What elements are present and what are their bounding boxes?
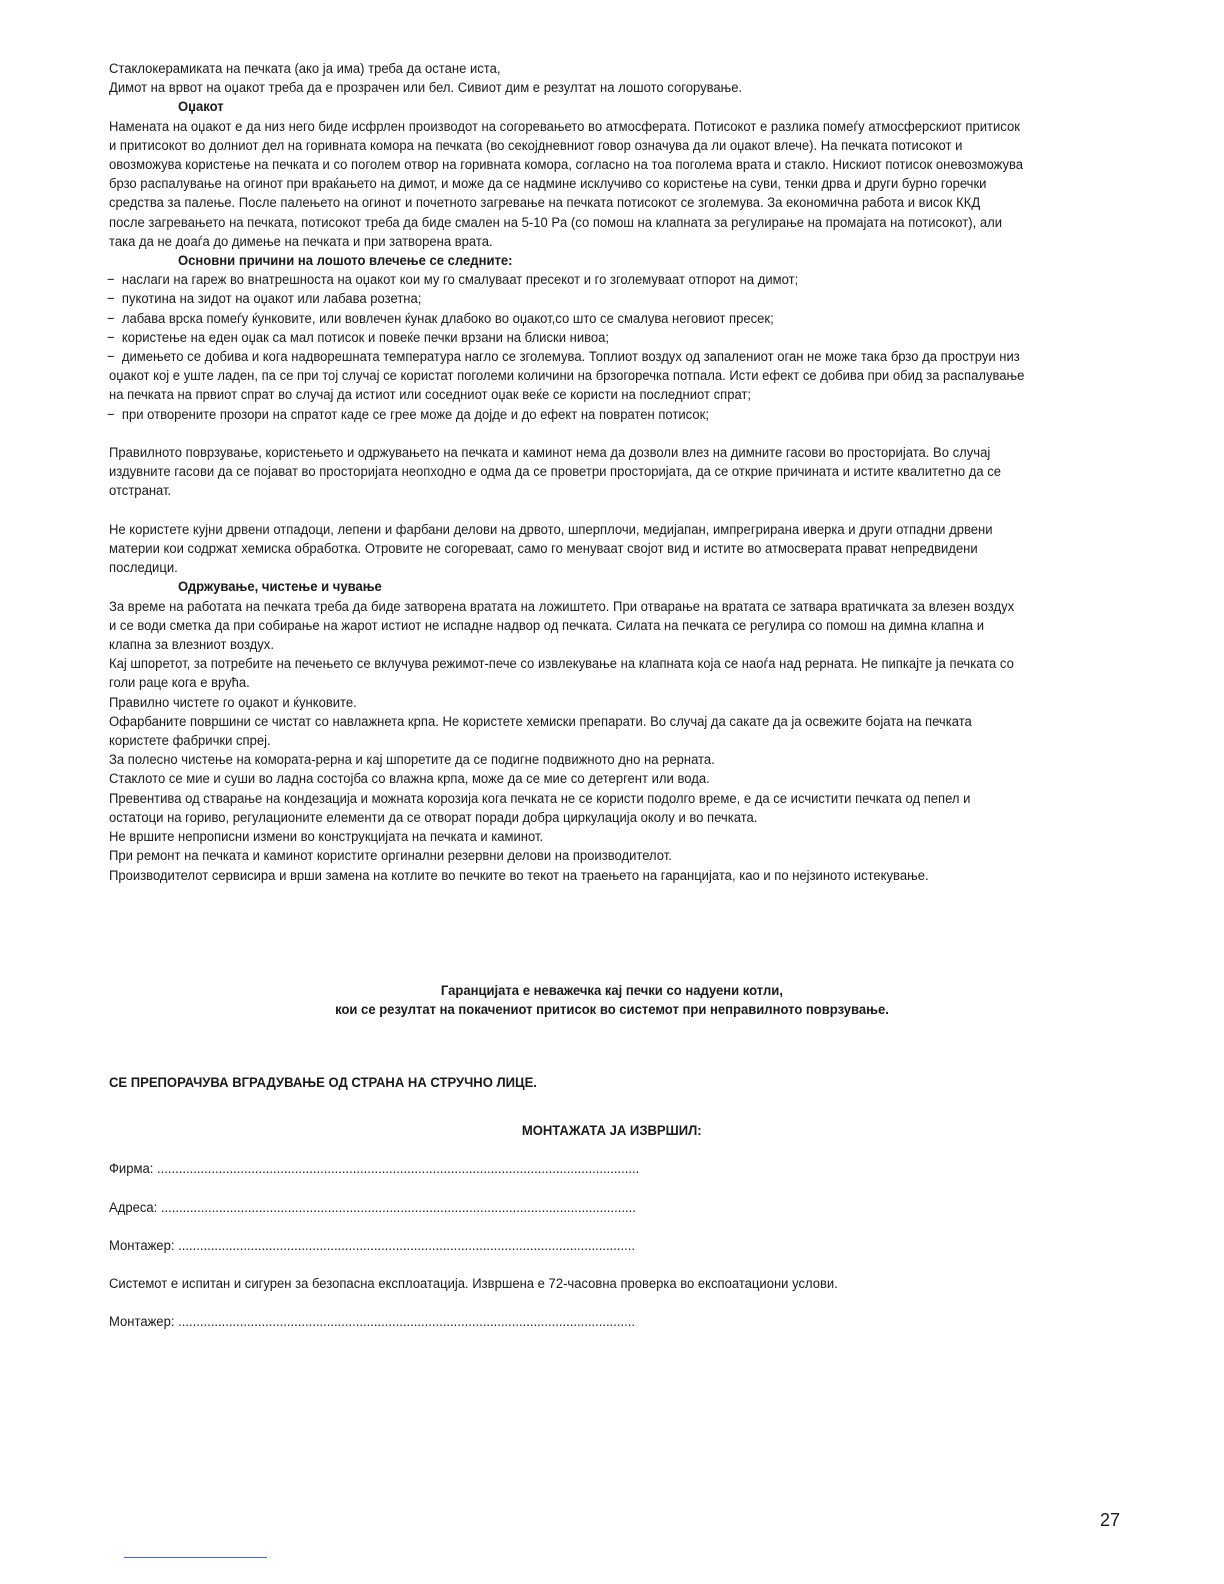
installer-field-second[interactable]: Монтажер: .............................................................................................................................. <box>109 1314 636 1330</box>
chimney-paragraph-line: и притисокот во долниот дел на горивната комора на печката (во секојдневниот говор означува да ли оџакот влече). На печката потисокот и <box>109 137 963 154</box>
warranty-notice-line: кои се резултат на покачениот притисок во системот при неправилното поврзување. <box>335 1002 889 1018</box>
cause-list-item: − наслаги на гареж во внатрешноста на оџакот кои му го смалуваат пресекот и го зголемуваат отпорот на димот; <box>107 271 1029 290</box>
chimney-paragraph-line: така да не доаѓа до димење на печката и при затворена врата. <box>109 233 493 250</box>
warranty-notice-line: Гаранцијата е неважечка кај печки со надуени котли, <box>440 983 784 999</box>
maintenance-line: користете фабрички спреј. <box>109 733 271 750</box>
causes-heading: Основни причини на лошото влечење се следните: <box>178 253 513 270</box>
maintenance-heading: Одржување, чистење и чување <box>178 579 382 596</box>
proper-use-line: отстранат. <box>109 483 172 500</box>
address-field[interactable]: Адреса: ................................................................................................................................... <box>109 1200 636 1216</box>
maintenance-line: клапна за влезниот воздух. <box>109 637 274 654</box>
waste-wood-line: последици. <box>109 560 178 577</box>
body-text <box>109 60 1109 886</box>
maintenance-line: остатоци на гориво, регулационите елементи да се отворат поради добра циркулација околу и во печката. <box>109 809 758 826</box>
recommendation-text: СЕ ПРЕПОРАЧУВА ВГРАДУВАЊЕ ОД СТРАНА НА СТРУЧНО ЛИЦЕ. <box>109 1075 537 1091</box>
maintenance-line: Не вршите непрописни измени во конструкцијата на печката и каминот. <box>109 829 544 846</box>
maintenance-line: Офарбаните површини се чистат со навлажнета крпа. Не користете хемиски препарати. Во случај да сакате да ја освежите бојата на печката <box>109 713 972 730</box>
installation-heading: МОНТАЖАТА ЈА ИЗВРШИЛ: <box>522 1123 702 1139</box>
maintenance-line: При ремонт на печката и каминот користите оргинални резервни делови на производителот. <box>109 848 672 865</box>
maintenance-line: и се води сметка да при собирање на жарот истиот не испадне надвор од печката. Силата на печката се регулира со помош на димна клапна и <box>109 617 984 634</box>
chimney-paragraph-line: после загревањето на печката, потисокот треба да биде смален на 5-10 Pa (со помош на клапната за регулирање на промајата на потисокот), али <box>109 214 1003 231</box>
company-field[interactable]: Фирма: ..................................................................................................................................... <box>109 1161 640 1177</box>
cause-list-item-continuation: на печката на првиот спрат во случај да истиот или соседниот оџак веќе се користи на последниот спрат; <box>109 387 752 404</box>
maintenance-line: За време на работата на печката треба да биде затворена вратата на ложиштето. При отварање на вратата се затвара вратичката за влезен воздух <box>109 598 1015 615</box>
intro-line: Стаклокерамиката на печката (ако ја има) треба да остане иста, <box>109 61 501 77</box>
maintenance-line: Правилно чистете го оџакот и ќунковите. <box>109 694 357 711</box>
cause-list-item: − димењето се добива и кога надворешната температура нагло се зголемува. Топлиот воздух од запалениот оган не може така брзо да проструи низ <box>107 348 1029 367</box>
waste-wood-line: Не користете кујни дрвени отпадоци, лепени и фарбани делови на дрвото, шперплочи, медијапан, импрегрирана иверка и други отпадни дрвени <box>109 521 993 538</box>
proper-use-line: Правилното поврзување, користењето и одржувањето на печката и каминот нема да дозволи влез на димните гасови во просторијата. Во случај <box>109 445 991 462</box>
cause-list-item: − лабава врска помеѓу ќунковите, или вовлечен ќунак длабоко во оџакот,со што се смалува неговиот пресек; <box>107 310 1029 329</box>
cause-list-item: − пукотина на зидот на оџакот или лабава розетна; <box>107 290 1029 309</box>
chimney-paragraph-line: брзо распалување на огинот при враќањето на димот, и може да се надмине исклучиво со користење на суви, тенки дрва и други бурно горечки <box>109 176 987 193</box>
installer-field[interactable]: Монтажер: .............................................................................................................................. <box>109 1238 636 1254</box>
waste-wood-line: материи кои содржат хемиска обработка. Отровите не согореваат, само го менуваат својот вид и истите во атмосверата прават непредвидени <box>109 541 978 558</box>
maintenance-line: голи раце кога е врућа. <box>109 675 250 692</box>
chimney-heading: Оџакот <box>178 99 224 116</box>
test-statement: Системот е испитан и сигурен за безопасна експлоатација. Извршена е 72-часовна проверка во експоатациони услови. <box>109 1276 838 1292</box>
maintenance-line: Стаклото се мие и суши во ладна состојба со влажна крпа, може да се мие со детергент или вода. <box>109 771 710 788</box>
maintenance-line: Превентива од стварање на кондезација и можната корозија кога печката не се користи подолго време, е да се исчистити печката од пепел и <box>109 790 971 807</box>
maintenance-line: Кај шпоретот, за потребите на печењето се вклучува режимот-пече со извлекување на клапната која се наоѓа над рерната. Не пипкајте ја печката со <box>109 656 1014 673</box>
maintenance-line: За полесно чистење на комората-рерна и кај шпоретите да се подигне подвижното дно на рерната. <box>109 752 715 769</box>
page-number: 27 <box>1100 1510 1121 1530</box>
chimney-paragraph-line: овозможува користење на печката и со поголем отвор на горивната комора, согласно на тоа поголема врата и стакло. Нискиот потисок оневозможува <box>109 157 1024 174</box>
cause-list-item: − при отворените прозори на спратот каде се грее може да дојде и до ефект на повратен потисок; <box>107 406 1029 425</box>
cause-list-item-continuation: оџакот кој е уште ладен, па се при тој случај се користат поголеми количини на брзогоречка потпала. Исти ефект се добива при обид за распалување <box>109 368 1025 385</box>
chimney-paragraph-line: средства за палење. После палењето на огинот и почетното загревање на печката потисокот се зголемува. За економична работа и висок ККД <box>109 195 981 212</box>
maintenance-line: Производителот сервисира и врши замена на котлите во печките во текот на траењето на гаранцијата, као и по нејзиното истекување. <box>109 867 929 884</box>
proper-use-line: издувните гасови да се појават во просторијата неопходно е одма да се проветри просторијата, да се открие причината и истите квалитетно да се <box>109 464 1002 481</box>
footer-divider <box>124 1557 267 1558</box>
chimney-paragraph-line: Намената на оџакот е да низ него биде исфрлен производот на согоревањето во атмосферата. Потисокот е разлика помеѓу атмосферскиот притисок <box>109 118 1020 135</box>
cause-list-item: − користење на еден оџак са мал потисок и повеќе печки врзани на блиски нивоа; <box>107 329 1029 348</box>
intro-line: Димот на врвот на оџакот треба да е прозрачен или бел. Сивиот дим е резултат на лошото согорување. <box>109 80 743 97</box>
